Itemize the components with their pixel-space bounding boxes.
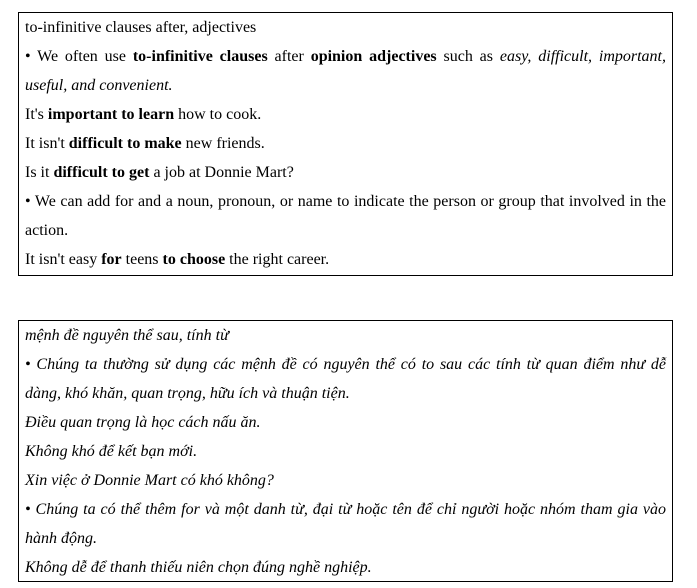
rule-text: after [267,48,311,65]
english-rule-1 [25,42,666,100]
example-text: It's [25,106,48,123]
example-bold: difficult to make [68,135,182,152]
english-grammar-box [18,12,673,276]
vietnamese-example-3: Xin việc ở Donnie Mart có khó không? [25,472,274,489]
rule-bold-term: opinion adjectives [310,48,437,65]
example-text: Is it [25,164,54,181]
vietnamese-example-1: Điều quan trọng là học cách nấu ăn. [25,414,261,431]
english-example-1 [25,104,666,133]
english-heading: to-infinitive clauses after, adjectives [25,19,257,36]
vietnamese-example-2: Không khó để kết bạn mới. [25,443,198,460]
example-bold: for [101,251,122,268]
example-text: new friends. [181,135,265,152]
example-text: how to cook. [174,106,262,123]
vietnamese-heading: mệnh đề nguyên thể sau, tính từ [25,327,229,344]
bullet: • [25,48,31,65]
english-rule-2: • We can add for and a noun, pronoun, or name to indicate the person or group that involved in the action. [25,193,666,239]
rule-italic-examples: easy, difficult, important, useful, and convenient. [25,48,666,94]
example-text: It isn't [25,135,69,152]
example-bold: important to learn [47,106,175,123]
example-text: the right career. [225,251,330,268]
english-example-4 [25,249,666,278]
english-example-2 [25,133,666,162]
rule-text: We often use [30,48,133,65]
example-bold: to choose [162,251,226,268]
vietnamese-example-4: Không dễ để thanh thiếu niên chọn đúng nghề nghiệp. [25,559,372,576]
vietnamese-rule-2: • Chúng ta có thể thêm for và một danh từ, đại từ hoặc tên để chỉ người hoặc nhóm tham gia vào hành động. [25,501,666,547]
example-bold: difficult to get [53,164,150,181]
vietnamese-rule-1: • Chúng ta thường sử dụng các mệnh đề có nguyên thể có to sau các tính từ quan điểm như dễ dàng, khó khăn, quan trọng, hữu ích và thuận tiện. [25,356,666,402]
vietnamese-translation-box [18,320,673,582]
rule-text: such as [436,48,500,65]
rule-bold-term: to-infinitive clauses [132,48,268,65]
example-text: teens [121,251,163,268]
example-text: a job at Donnie Mart? [149,164,294,181]
example-text: It isn't easy [25,251,102,268]
